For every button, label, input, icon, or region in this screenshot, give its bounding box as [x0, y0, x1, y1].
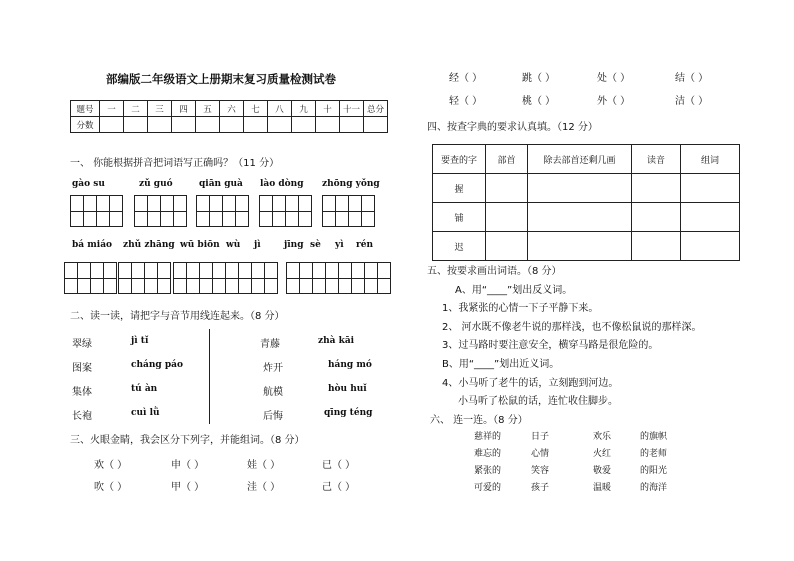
score-input-cell[interactable] [100, 117, 124, 133]
dictionary-row [433, 232, 740, 261]
pinyin-label: gào su [72, 179, 105, 189]
section1-heading: 一、 你能根据拼音把词语写正确吗？（11 分） [70, 158, 280, 169]
score-table [70, 100, 388, 133]
writing-grid[interactable] [286, 262, 391, 294]
word-item: 青藤 [260, 339, 280, 350]
match-item: 日子 [531, 432, 550, 442]
sentence-line[interactable]: 1、我紧张的心情一下子平静下来。 [442, 303, 599, 314]
score-header-cell: 三 [148, 101, 172, 117]
dict-answer-cell[interactable] [681, 232, 740, 261]
sentence-line[interactable]: 2、 河水既不像老牛说的那样浅，也不像松鼠说的那样深。 [442, 322, 702, 333]
dict-char-cell: 迟 [433, 232, 486, 261]
pinyin-label: sè [310, 240, 321, 250]
score-header-cell: 六 [220, 101, 244, 117]
dict-char-cell: 握 [433, 174, 486, 203]
writing-grid[interactable] [70, 195, 123, 227]
match-item: 笑容 [531, 466, 550, 476]
match-item: 温暖 [593, 483, 612, 493]
char-blank[interactable]: 洼（ ） [247, 482, 281, 493]
score-input-cell[interactable] [220, 117, 244, 133]
word-item: 图案 [72, 363, 92, 374]
dict-answer-cell[interactable] [681, 203, 740, 232]
writing-grid[interactable] [196, 195, 249, 227]
pinyin-item: hòu huǐ [328, 384, 367, 394]
score-input-cell[interactable] [268, 117, 292, 133]
dict-header-cell: 除去部首还剩几画 [528, 145, 632, 174]
char-blank[interactable]: 已（ ） [322, 460, 356, 471]
pinyin-label: yì [335, 240, 344, 250]
section5-heading: 五、按要求画出词语。（8 分） [427, 266, 562, 277]
match-item: 火红 [593, 449, 612, 459]
char-blank[interactable]: 申（ ） [171, 460, 205, 471]
pinyin-label: zǔ guó [139, 179, 173, 189]
word-item: 长袍 [72, 411, 92, 422]
char-blank[interactable]: 甲（ ） [171, 482, 205, 493]
char-blank[interactable]: 洁（ ） [675, 96, 709, 107]
char-blank[interactable]: 吹（ ） [94, 482, 128, 493]
char-blank[interactable]: 桃（ ） [522, 96, 556, 107]
pinyin-label: jì [254, 240, 261, 250]
score-header-cell: 七 [244, 101, 268, 117]
pinyin-label: wù [226, 240, 241, 250]
score-header-cell: 五 [196, 101, 220, 117]
pinyin-label: zhōng yǒng [322, 179, 380, 189]
char-blank[interactable]: 娃（ ） [247, 460, 281, 471]
score-input-cell[interactable] [148, 117, 172, 133]
section2-heading: 二、读一读，请把字与音节用线连起来。（8 分） [70, 311, 285, 322]
word-item: 炸开 [263, 363, 283, 374]
pinyin-label: bá miáo [72, 240, 113, 250]
pinyin-item: cuì lǜ [131, 408, 160, 418]
score-input-cell[interactable] [244, 117, 268, 133]
score-input-cell[interactable] [292, 117, 316, 133]
char-blank[interactable]: 己（ ） [322, 482, 356, 493]
char-blank[interactable]: 欢（ ） [94, 460, 128, 471]
score-header-cell: 九 [292, 101, 316, 117]
pinyin-label: jīng [284, 240, 304, 250]
pinyin-item: jì tǐ [131, 336, 149, 346]
pinyin-label: wū biōn [180, 240, 220, 250]
word-item: 后悔 [263, 411, 283, 422]
char-blank[interactable]: 跳（ ） [522, 73, 556, 84]
score-header-cell: 十 [316, 101, 340, 117]
dict-header-cell: 组词 [681, 145, 740, 174]
pinyin-item: cháng páo [131, 360, 183, 370]
writing-grid[interactable] [118, 262, 171, 294]
word-item: 集体 [72, 387, 92, 398]
match-item: 慈祥的 [474, 432, 502, 442]
dict-answer-cell[interactable] [486, 232, 528, 261]
word-item: 航模 [263, 387, 283, 398]
score-input-cell[interactable] [196, 117, 220, 133]
writing-grid[interactable] [134, 195, 187, 227]
pinyin-item: háng mó [328, 360, 372, 370]
dict-answer-cell[interactable] [528, 203, 632, 232]
dict-answer-cell[interactable] [486, 174, 528, 203]
match-item: 欢乐 [593, 432, 612, 442]
pinyin-label: lào dòng [260, 179, 304, 189]
score-label-cell: 分数 [71, 117, 100, 133]
pinyin-item: qīng téng [324, 408, 373, 418]
writing-grid[interactable] [173, 262, 278, 294]
score-header-cell: 一 [100, 101, 124, 117]
match-item: 孩子 [531, 483, 550, 493]
char-blank[interactable]: 处（ ） [597, 73, 631, 84]
sentence-line[interactable]: 3、过马路时要注意安全，横穿马路是很危险的。 [442, 340, 659, 351]
sentence-line[interactable]: 4、小马听了老牛的话，立刻跑到河边。 [442, 378, 619, 389]
dictionary-header-row [433, 145, 740, 174]
score-header-row [71, 101, 388, 117]
dict-header-cell: 要查的字 [433, 145, 486, 174]
score-input-cell[interactable] [124, 117, 148, 133]
section6-heading: 六、 连一连。（8 分） [430, 415, 528, 426]
writing-grid[interactable] [259, 195, 312, 227]
dict-header-cell: 部首 [486, 145, 528, 174]
dict-header-cell: 读音 [632, 145, 681, 174]
match-item: 可爱的 [474, 483, 502, 493]
dictionary-row [433, 203, 740, 232]
score-header-cell: 二 [124, 101, 148, 117]
section3-heading: 三、火眼金睛，我会区分下列字，并能组词。（8 分） [70, 435, 305, 446]
dict-answer-cell[interactable] [486, 203, 528, 232]
writing-grid[interactable] [322, 195, 375, 227]
writing-grid[interactable] [64, 262, 117, 294]
char-blank[interactable]: 结（ ） [675, 73, 709, 84]
match-item: 敬爱 [593, 466, 612, 476]
char-blank[interactable]: 经（ ） [449, 73, 483, 84]
pinyin-item: tú àn [131, 384, 158, 394]
instruction-line: B、用“____”划出近义词。 [442, 359, 560, 370]
dict-char-cell: 铺 [433, 203, 486, 232]
match-item: 紧张的 [474, 466, 502, 476]
dict-answer-cell[interactable] [632, 232, 681, 261]
match-item: 心情 [531, 449, 550, 459]
match-item: 的老师 [640, 449, 668, 459]
score-header-cell: 题号 [71, 101, 100, 117]
page-title: 部编版二年级语文上册期末复习质量检测试卷 [106, 72, 336, 86]
dict-answer-cell[interactable] [632, 203, 681, 232]
score-header-cell: 总分 [364, 101, 388, 117]
dictionary-row [433, 174, 740, 203]
dict-answer-cell[interactable] [632, 174, 681, 203]
match-item: 的海洋 [640, 483, 668, 493]
char-blank[interactable]: 轻（ ） [449, 96, 483, 107]
dict-answer-cell[interactable] [681, 174, 740, 203]
score-header-cell: 四 [172, 101, 196, 117]
score-input-cell[interactable] [340, 117, 364, 133]
section4-heading: 四、按查字典的要求认真填。（12 分） [427, 122, 598, 133]
match-item: 的旗帜 [640, 432, 668, 442]
score-input-cell[interactable] [316, 117, 340, 133]
instruction-line: A、用“____”划出反义词。 [455, 285, 573, 296]
dict-answer-cell[interactable] [528, 174, 632, 203]
word-item: 翠绿 [72, 339, 92, 350]
pinyin-label: zhǔ zhāng [123, 240, 175, 250]
char-blank[interactable]: 外（ ） [597, 96, 631, 107]
score-input-cell[interactable] [172, 117, 196, 133]
match-item: 难忘的 [474, 449, 502, 459]
score-header-cell: 十一 [340, 101, 364, 117]
match-item: 的阳光 [640, 466, 668, 476]
score-input-cell[interactable] [364, 117, 388, 133]
pinyin-item: zhà kāi [318, 336, 355, 346]
score-header-cell: 八 [268, 101, 292, 117]
dict-answer-cell[interactable] [528, 232, 632, 261]
dictionary-table [432, 144, 740, 261]
sentence-line[interactable]: 小马听了松鼠的话，连忙收住脚步。 [458, 396, 618, 407]
score-value-row [71, 117, 388, 133]
pinyin-label: qiān guà [199, 179, 243, 189]
divider-line [209, 329, 210, 424]
pinyin-label: rén [356, 240, 374, 250]
